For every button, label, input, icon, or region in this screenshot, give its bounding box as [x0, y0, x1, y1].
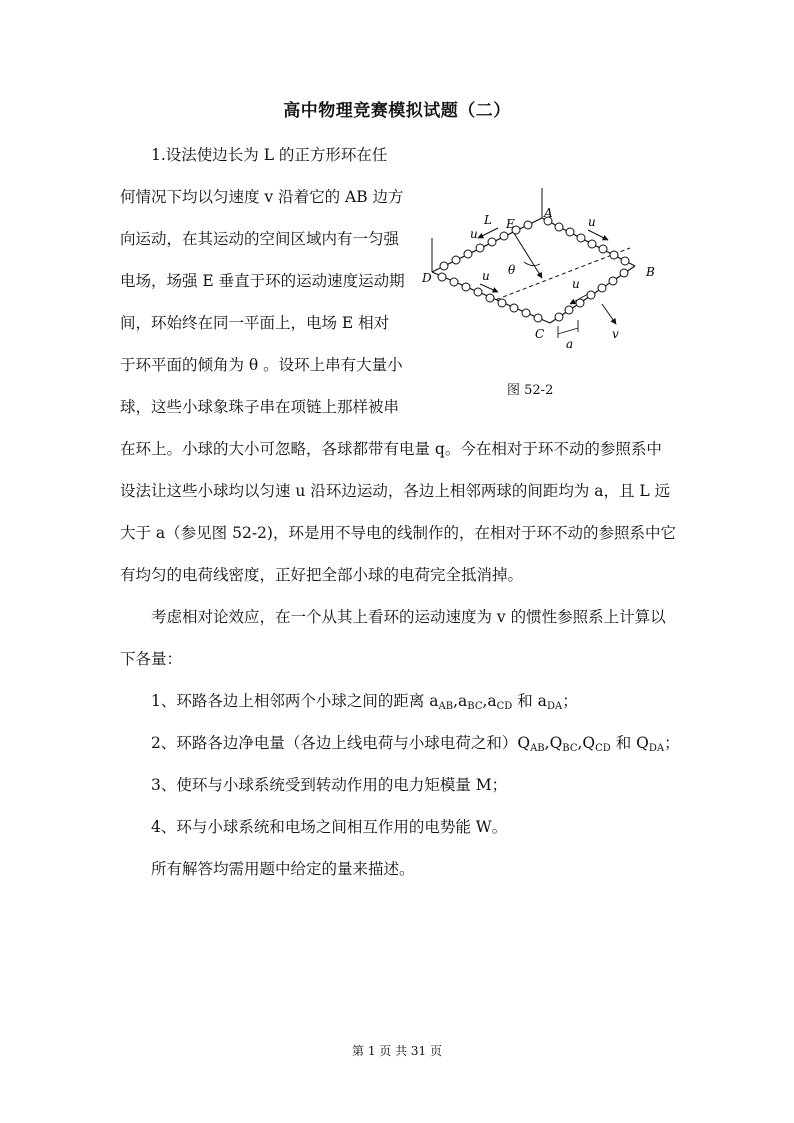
label-c: C: [535, 327, 545, 341]
text-line: 电场，场强 E 垂直于环的运动速度运动期: [120, 272, 405, 290]
spacing-marker: [558, 328, 578, 334]
text-line: 在环上。小球的大小可忽略，各球都带有电量 q。今在相对于环不动的参照系中: [120, 440, 662, 458]
text-line: 设法让这些小球均以匀速 u 沿环边运动，各边上相邻两球的间距均为 a，且 L 远: [120, 482, 671, 500]
arrow-u-da: [478, 228, 498, 238]
bead: [486, 294, 494, 302]
arrow-v: [602, 304, 616, 324]
text-line: 1.设法使边长为 L 的正方形环在任: [151, 146, 388, 164]
label-u: u: [470, 227, 478, 241]
question-item-2: 2、环路各边净电量（各边上线电荷与小球电荷之和）$Q_{AB},Q_{BC},Q_{CD}$ 和 $Q_{DA}$；: [151, 734, 680, 754]
label-u: u: [482, 269, 490, 283]
figure-52-2: [420, 180, 660, 360]
bead: [464, 250, 472, 258]
bead: [524, 221, 532, 229]
bead: [438, 273, 446, 281]
bead: [576, 299, 584, 307]
label-b: B: [646, 265, 655, 279]
figure-caption: 图 52-2: [507, 383, 554, 398]
bead: [450, 278, 458, 286]
text-line: 下各量：: [120, 650, 183, 668]
bead: [577, 234, 585, 242]
bead: [500, 232, 508, 240]
label-a-spacing: a: [566, 337, 574, 351]
field-vector: [512, 230, 542, 278]
page-footer: 第 1 页 共 31 页: [352, 1044, 442, 1058]
closing-line: 所有解答均需用题中给定的量来描述。: [151, 860, 415, 878]
page-title: 高中物理竞赛模拟试题（二）: [283, 101, 511, 121]
text-line: 球，这些小球象珠子串在项链上那样被串: [120, 398, 400, 416]
bead: [588, 240, 596, 248]
bead: [474, 288, 482, 296]
text-line: 考虑相对论效应，在一个从其上看环的运动速度为 v 的惯性参照系上计算以: [151, 608, 666, 626]
text-line: 向运动，在其运动的空间区域内有一匀强: [120, 230, 400, 248]
bead: [621, 257, 629, 265]
bead: [555, 313, 563, 321]
bead: [598, 284, 606, 292]
question-item-3: 3、使环与小球系统受到转动作用的电力矩模量 M；: [151, 776, 508, 794]
bead: [476, 244, 484, 252]
arrow-u-cd: [480, 284, 498, 292]
bead: [620, 269, 628, 277]
label-l: L: [484, 213, 492, 227]
label-theta: θ: [508, 263, 516, 277]
bead: [555, 223, 563, 231]
bead: [452, 256, 460, 264]
label-v: v: [612, 327, 619, 341]
beads: [438, 217, 629, 322]
bead: [462, 283, 470, 291]
bead: [440, 262, 448, 270]
bead: [522, 309, 530, 317]
arrow-u-ab: [588, 230, 608, 240]
text-line: 间，环始终在同一平面上，电场 E 相对: [120, 314, 390, 332]
label-u: u: [588, 215, 596, 229]
bead: [610, 251, 618, 259]
bead: [498, 299, 506, 307]
bead: [510, 304, 518, 312]
label-e: E: [506, 217, 515, 231]
bead: [534, 314, 542, 322]
text-line: 何情况下均以匀速度 v 沿着它的 AB 边方: [120, 188, 404, 206]
bead: [599, 245, 607, 253]
bead: [566, 228, 574, 236]
text-line: 有均匀的电荷线密度，正好把全部小球的电荷完全抵消掉。: [120, 566, 524, 584]
question-item-1: 1、环路各边上相邻两个小球之间的距离 $a_{AB},a_{BC},a_{CD}$ 和 $a_{DA}$；: [151, 692, 578, 712]
text-line: 于环平面的倾角为 θ 。设环上串有大量小: [120, 356, 403, 374]
bead: [609, 277, 617, 285]
label-a: A: [544, 206, 553, 220]
bead: [488, 238, 496, 246]
text-line: 大于 a（参见图 52-2)，环是用不导电的线制作的，在相对于环不动的参照系中它: [120, 524, 676, 542]
bead: [565, 306, 573, 314]
label-u: u: [572, 277, 580, 291]
label-d: D: [422, 271, 432, 285]
question-item-4: 4、环与小球系统和电场之间相互作用的电势能 W。: [151, 818, 508, 836]
bead: [587, 291, 595, 299]
